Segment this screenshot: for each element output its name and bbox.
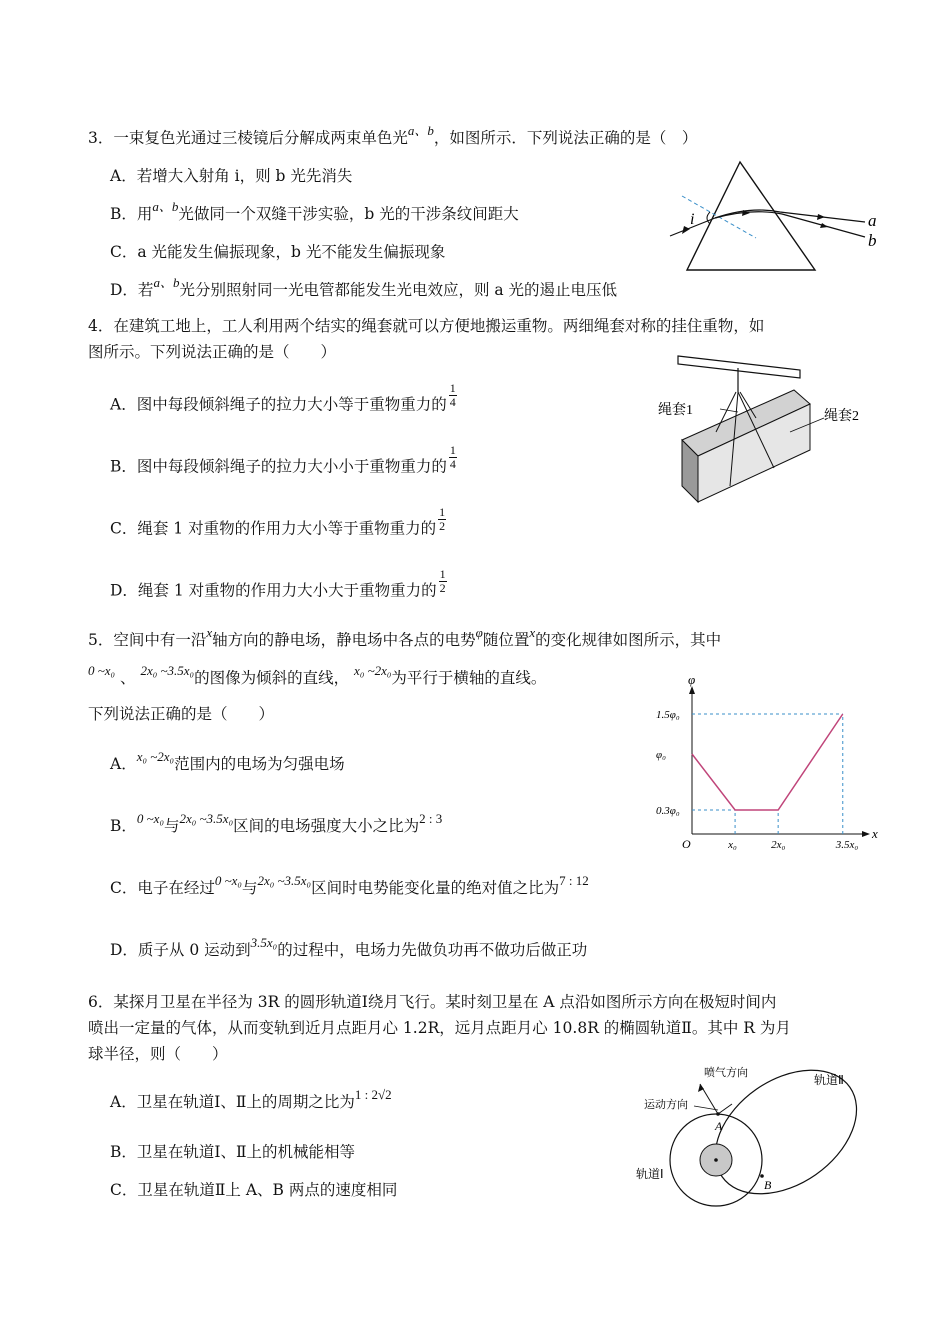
q6-option-c: C．卫星在轨道Ⅱ上 A、B 两点的速度相同 xyxy=(110,1181,398,1199)
q4-option-d-fraction xyxy=(439,568,447,595)
label-gas-direction: 喷气方向 xyxy=(704,1067,748,1079)
q5-option-b-and: 与 xyxy=(163,817,180,835)
q5-option-c-range1: 0 ~x₀ xyxy=(214,873,242,888)
q5-separator: 、 xyxy=(120,669,136,687)
fraction-numerator: 1 xyxy=(449,381,456,395)
fraction-numerator: 1 xyxy=(449,443,456,457)
q3-stem-text: 3．一束复色光通过三棱镜后分解成两束单色光 xyxy=(88,129,408,147)
x-axis-label: x xyxy=(872,826,878,841)
label-b: b xyxy=(868,231,877,250)
q4-option-a xyxy=(110,381,457,419)
label-a: A xyxy=(715,1119,723,1133)
q3-option-d xyxy=(110,275,618,301)
motion-arrow-line xyxy=(718,1104,732,1114)
q3-option-d-symbols: a、b xyxy=(153,275,180,290)
q5-stem-text: 5．空间中有一沿 xyxy=(88,631,207,649)
q6-stem-line2: 喷出一定量的气体，从而变轨到近月点距月心 1.2R，远月点距月心 10.8R 的椭圆轨道Ⅱ。其中 R 为月 xyxy=(88,1019,791,1037)
q4-option-c xyxy=(110,505,446,543)
moon-center xyxy=(714,1158,718,1162)
q5-option-a-prefix: A． xyxy=(110,755,137,773)
q4-option-b xyxy=(110,443,457,481)
q3-option-b-symbols: a、b xyxy=(152,199,179,214)
q5-option-c-and: 与 xyxy=(241,879,258,897)
q5-stem-x: x xyxy=(206,625,213,640)
q3-stem xyxy=(88,123,698,149)
q3-option-b-prefix: B．用 xyxy=(110,205,153,223)
q3-stem-symbols: a、b xyxy=(407,123,434,138)
q3-prism-figure xyxy=(660,150,890,280)
x-axis-arrow xyxy=(862,831,870,837)
q4-option-c-fraction xyxy=(438,506,446,533)
q5-option-b-text: 区间的电场强度大小之比为 xyxy=(233,817,420,835)
q5-stem-phi: φ xyxy=(475,625,483,640)
origin-label: O xyxy=(682,837,691,851)
q4-option-d xyxy=(110,567,447,605)
q6-option-b: B．卫星在轨道Ⅰ、Ⅱ上的机械能相等 xyxy=(110,1143,356,1161)
label-rope-1: 绳套1 xyxy=(658,403,693,418)
q5-option-a-text: 范围内的电场为匀强电场 xyxy=(174,755,345,773)
q5-range-3: x₀ ~2x₀ xyxy=(354,663,392,678)
q5-option-d-prefix: D．质子从 0 运动到 xyxy=(110,941,251,959)
angle-arc xyxy=(707,212,710,224)
q5-option-d-text: 的过程中，电场力先做负功再不做功后做正功 xyxy=(277,941,588,959)
q4-rope-figure xyxy=(648,352,878,512)
q5-option-a-range: x₀ ~2x₀ xyxy=(136,749,175,764)
q6-stem-line1: 6．某探月卫星在半径为 3R 的圆形轨道Ⅰ绕月飞行。某时刻卫星在 A 点沿如图所示方向在极短时间内 xyxy=(88,993,777,1011)
q5-stem-text2: 轴方向的静电场，静电场中各点的电势 xyxy=(212,631,476,649)
q6-option-a-text: A．卫星在轨道Ⅰ、Ⅱ上的周期之比为 xyxy=(110,1093,355,1111)
x-tick-label: x₀ xyxy=(728,839,737,851)
y-tick-label: 1.5φ₀ xyxy=(656,709,680,721)
q5-potential-chart xyxy=(650,672,878,852)
q5-range-2: 2x₀ ~3.5x₀ xyxy=(140,663,195,678)
pointer-1 xyxy=(720,409,738,412)
beam xyxy=(678,356,800,378)
y-axis-arrow xyxy=(689,686,695,694)
label-orbit-1: 轨道Ⅰ xyxy=(636,1167,664,1181)
q5-stem-text3: 随位置 xyxy=(482,631,530,649)
label-rope-2: 绳套2 xyxy=(824,409,859,424)
q5-stem-line2 xyxy=(88,663,547,689)
q5-option-c-text: 区间时电势能变化量的绝对值之比为 xyxy=(311,879,560,897)
q4-option-c-text: C．绳套 1 对重物的作用力大小等于重物重力的 xyxy=(110,519,437,538)
potential-line xyxy=(692,714,843,810)
q6-option-a xyxy=(110,1087,392,1113)
q5-option-c-prefix: C．电子在经过 xyxy=(110,879,215,897)
q5-option-b-range2: 2x₀ ~3.5x₀ xyxy=(179,811,234,826)
q4-option-d-text: D．绳套 1 对重物的作用力大小大于重物重力的 xyxy=(110,581,437,600)
y-axis-label: φ xyxy=(688,672,696,687)
prism-triangle xyxy=(687,162,815,270)
y-tick-label: 0.3φ₀ xyxy=(656,805,680,817)
label-motion-direction: 运动方向 xyxy=(644,1099,688,1111)
fraction-denominator: 4 xyxy=(449,395,456,409)
q4-stem-line1: 4．在建筑工地上，工人利用两个结实的绳套就可以方便地搬运重物。两细绳套对称的挂住重物，如 xyxy=(88,317,765,335)
q5-option-c-ratio: 7 : 12 xyxy=(559,873,589,888)
q3-option-a: A．若增大入射角 i，则 b 光先消失 xyxy=(110,167,353,185)
q5-stem-line3: 下列说法正确的是（ ） xyxy=(88,705,275,723)
q3-stem-tail: ，如图所示．下列说法正确的是（ ） xyxy=(433,129,698,147)
q5-option-c xyxy=(110,873,589,899)
q5-option-d xyxy=(110,935,588,961)
q4-option-a-text: A．图中每段倾斜绳子的拉力大小等于重物重力的 xyxy=(110,395,447,414)
q5-option-a xyxy=(110,749,345,775)
ray-arrow-3 xyxy=(820,223,828,228)
q5-range-1: 0 ~x₀ xyxy=(88,663,116,678)
q5-stem-x2: x xyxy=(529,625,536,640)
q4-option-a-fraction xyxy=(449,382,457,409)
label-i: i xyxy=(690,211,695,228)
fraction-denominator: 2 xyxy=(439,581,446,595)
q5-stem-line2-tail: 为平行于横轴的直线。 xyxy=(391,669,547,687)
fraction-numerator: 1 xyxy=(439,567,446,581)
x-tick-label: 2x₀ xyxy=(771,839,786,851)
ray-arrow-2 xyxy=(817,214,825,220)
q6-stem-line3: 球半径，则（ ） xyxy=(88,1045,228,1063)
q3-option-b xyxy=(110,199,519,225)
q5-option-b-ratio: 2 : 3 xyxy=(419,811,443,826)
x-tick-label: 3.5x₀ xyxy=(835,839,859,851)
q4-option-b-fraction xyxy=(449,444,457,471)
q6-option-a-ratio: 1 : 2√2 xyxy=(354,1087,392,1102)
q3-option-d-text: 光分别照射同一光电管都能发生光电效应，则 a 光的遏止电压低 xyxy=(179,281,618,299)
q5-option-b-range1: 0 ~x₀ xyxy=(136,811,164,826)
q5-option-b xyxy=(110,811,443,837)
label-b: B xyxy=(764,1178,772,1192)
q5-option-b-prefix: B． xyxy=(110,817,137,835)
q3-option-c: C．a 光能发生偏振现象，b 光不能发生偏振现象 xyxy=(110,243,446,261)
label-a: a xyxy=(868,211,877,230)
q5-option-d-range: 3.5x₀ xyxy=(250,935,278,950)
q4-option-b-text: B．图中每段倾斜绳子的拉力大小小于重物重力的 xyxy=(110,457,447,476)
fraction-numerator: 1 xyxy=(439,505,446,519)
q5-option-c-range2: 2x₀ ~3.5x₀ xyxy=(257,873,312,888)
fraction-denominator: 4 xyxy=(449,457,456,471)
q3-option-d-prefix: D．若 xyxy=(110,281,154,299)
q6-orbit-figure xyxy=(628,1060,868,1210)
q5-stem-line1 xyxy=(88,625,722,651)
q3-option-b-text: 光做同一个双缝干涉实验，b 光的干涉条纹间距大 xyxy=(178,205,519,223)
q5-stem-line2-text: 的图像为倾斜的直线， xyxy=(194,669,350,687)
q4-stem-line2: 图所示。下列说法正确的是（ ） xyxy=(88,343,337,361)
q5-stem-text4: 的变化规律如图所示，其中 xyxy=(535,631,722,649)
incident-arrow xyxy=(682,226,690,234)
label-orbit-2: 轨道Ⅱ xyxy=(814,1073,844,1087)
fraction-denominator: 2 xyxy=(439,519,446,533)
y-tick-label: φ₀ xyxy=(656,749,666,761)
